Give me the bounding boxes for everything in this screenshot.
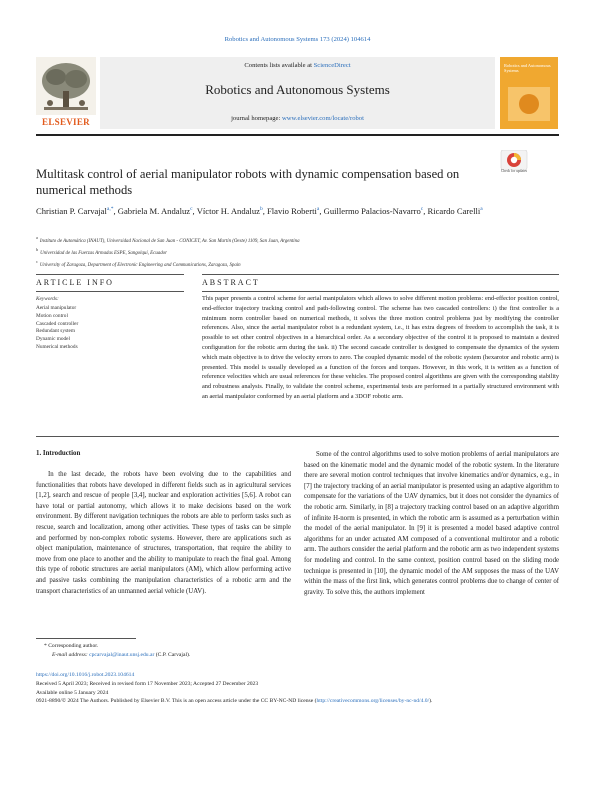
keyword-item: Redundant system bbox=[36, 328, 75, 335]
footnote-rule bbox=[36, 638, 136, 639]
keyword-item: Motion control bbox=[36, 312, 68, 319]
footnote bbox=[36, 642, 336, 660]
author-name[interactable]: Christian P. Carvajal bbox=[36, 205, 107, 216]
author-affiliation-marker[interactable]: a bbox=[480, 206, 483, 212]
article-title: Multitask control of aerial manipulator robots with dynamic compensation based on numerical methods bbox=[36, 167, 460, 197]
author-separator: , bbox=[319, 205, 324, 216]
article-info-heading: ARTICLE INFO bbox=[36, 278, 114, 287]
journal-reference[interactable]: Robotics and Autonomous Systems 173 (2024) 104614 bbox=[224, 36, 371, 43]
crossmark-label: Check for updates bbox=[500, 169, 528, 173]
affiliation-marker: c bbox=[36, 259, 38, 265]
keyword-item: Numerical methods bbox=[36, 343, 78, 350]
abstract-end-rule bbox=[36, 436, 559, 437]
affiliation-marker: a bbox=[36, 235, 38, 240]
affiliation-list bbox=[36, 234, 559, 270]
author-email-link[interactable]: cpcarvajal@inaut.unsj.edu.ar bbox=[89, 652, 155, 658]
sciencedirect-link[interactable]: ScienceDirect bbox=[313, 62, 351, 69]
author-list bbox=[36, 204, 536, 217]
crossmark-badge[interactable] bbox=[500, 150, 528, 182]
license-end: ). bbox=[429, 698, 433, 705]
header-rule bbox=[36, 134, 559, 136]
author-affiliation-marker[interactable]: a bbox=[316, 206, 320, 212]
keyword-list bbox=[36, 305, 184, 352]
keywords-heading: Keywords: bbox=[36, 296, 59, 302]
license-text: 0921-8890/© 2024 The Authors. Published by Elsevier B.V. This is an open access article under the CC BY-NC-ND license ( bbox=[36, 698, 317, 705]
intro-right-paragraph: Some of the control algorithms used to solve motion problems of aerial manipulators are based on the kinematic model and the dynamic model of the robotic system. In the literature there are several motion control techniques that involve kinematics and/or dynamics, e.g., in [7] the trajectory tracking of an aerial manipulator is presented using an adaptive algorithm to compensate for the variations of the UAV dynamics, but it does not consider the dynamics of the robotic arm. Similarly, in [8] a trajectory tracking control based on an adaptive algorithm of infinite H-norm is presented, in which the robotic arm is assumed as a perturbation within the model of the aerial manipulator. In [9] it is presented a model based adaptive control algorithms for an under actuated AM composed of a conventional multirotor and a robotic arm. The authors consider the aerial platform and the robotic arm as two independent systems for modeling and control. In the same context, position control based on the sliding mode technique is presented in [10], the dynamic model of the AM supposes the mass of the UAV within the mass of the first link, which generates control problems due to change of center of gravity. To solve this, the authors implement bbox=[304, 451, 559, 596]
article-info-rule-top bbox=[36, 274, 184, 275]
abstract-heading: ABSTRACT bbox=[202, 278, 260, 287]
abstract-rule-top bbox=[202, 274, 559, 275]
contents-prefix: Contents lists available at bbox=[244, 62, 314, 69]
author-separator: , bbox=[113, 205, 118, 216]
publisher-wordmark: ELSEVIER bbox=[42, 117, 90, 127]
author-affiliation-marker[interactable]: c bbox=[420, 206, 424, 212]
history-dates: Received 5 April 2023; Received in revised form 17 November 2023; Accepted 27 December 2023 bbox=[36, 680, 259, 687]
publication-info bbox=[36, 671, 559, 706]
author-name[interactable]: Víctor H. Andaluz bbox=[196, 205, 260, 216]
doi-link[interactable]: https://doi.org/10.1016/j.robot.2023.104614 bbox=[36, 672, 135, 678]
homepage-link[interactable]: www.elsevier.com/locate/robot bbox=[281, 115, 364, 122]
affiliation-item bbox=[36, 258, 559, 270]
cover-graphic bbox=[508, 87, 550, 121]
cover-title: Robotics and Autonomous Systems bbox=[504, 63, 551, 74]
footnote-star: * bbox=[44, 643, 47, 649]
author-name[interactable]: Gabriela M. Andaluz bbox=[117, 205, 191, 216]
keyword-item: Aerial manipulator bbox=[36, 305, 77, 311]
author-name[interactable]: Ricardo Carelli bbox=[427, 205, 481, 216]
abstract-text: This paper presents a control scheme for aerial manipulators which allows to solve different motion problems: end-effector position control, end-effector trajectory tracking control and path-following control. The scheme has two cascaded controllers: i) the first controller is a minimum norm controller based on numerical methods, it solves the three motion control problems just by modifying the controller references. Also, since the aerial manipulator robot is a redundant system, i.e., it has extra degrees of freedom to accomplish the task, it is possible to set other control objectives in a hierarchical order. As a secondary objective of the control it is proposed to maintain a desired configuration for the robotic arm during the task. ii) The second cascade controller is designed to compensate the dynamics of the system which main objective is to drive the velocity errors to zero. The coupled dynamic model of the robotic system (hexarotor and robotic arm) is presented. This model is usually developed as a function of the forces and torques. However, in this work, it is written as a function of reference velocities which are usual references for these vehicles. The proposed control algorithms are given with the corresponding stability and robustness analysis. Finally, to validate the control scheme, experimental tests are performed in a partially structured environment with an aerial manipulator conformed by an aerial platform and a 3DOF robotic arm. bbox=[202, 295, 559, 400]
journal-name: Robotics and Autonomous Systems bbox=[205, 82, 390, 97]
affiliation-item bbox=[36, 246, 559, 258]
keyword-item: Dynamic model bbox=[36, 336, 70, 343]
crossmark-icon bbox=[500, 150, 528, 170]
email-label: E-mail address: bbox=[52, 652, 88, 658]
intro-left-paragraph: In the last decade, the robots have been evolving due to the capabilities and functionalities that robots have developed in different fields such as in agricultural services [1,2], search and rescue of people [3,4], nuclear and exploration activities [5,6]. A robot can have total or partial autonomy, which allows it to make decisions based on the work environment. By different navigation techniques the robots are able to perform tasks such as rescue, search and localization, among other activities. These types of tasks can be simple and performed by non-complex robotic systems. However, there are applications such as object manipulation, maintenance of structures, transportation, that require the ability to move from one place to another and the ability to manipulate to reach the final goal. Among this type of robotic structures are aerial manipulators (AM), which allow performing active and passive tasks combining the manipulation characteristics of a robotic arm and the transport characteristics of an unmanned aerial vehicle (UAV). bbox=[36, 471, 291, 595]
intro-left-column bbox=[36, 470, 291, 597]
author-name[interactable]: Flavio Roberti bbox=[266, 205, 317, 216]
author-affiliation-marker[interactable]: a,* bbox=[106, 206, 114, 212]
author-affiliation-marker[interactable]: c bbox=[190, 206, 193, 212]
author-separator: , bbox=[192, 205, 197, 216]
homepage-prefix: journal homepage: bbox=[231, 115, 282, 122]
intro-right-column bbox=[304, 450, 559, 598]
license-statement bbox=[36, 697, 559, 706]
author-separator: , bbox=[262, 205, 267, 216]
section-heading-introduction: 1. Introduction bbox=[36, 450, 81, 457]
affiliation-item bbox=[36, 234, 559, 246]
email-suffix: (C.P. Carvajal). bbox=[155, 652, 191, 658]
author-name[interactable]: Guillermo Palacios-Navarro bbox=[323, 205, 421, 216]
keyword-item: Cascaded controller bbox=[36, 320, 79, 327]
journal-cover-thumbnail[interactable] bbox=[500, 57, 558, 129]
affiliation-text: Universidad de las Fuerzas Armadas ESPE, Sangolquí, Ecuador bbox=[40, 250, 168, 256]
affiliation-marker: b bbox=[36, 247, 39, 253]
author-separator: , bbox=[423, 205, 428, 216]
license-link[interactable]: http://creativecommons.org/licenses/by-nc-nd/4.0/ bbox=[316, 698, 430, 705]
author-affiliation-marker[interactable]: b bbox=[259, 206, 263, 212]
affiliation-text: University of Zaragoza, Department of Electronic Engineering and Communications, Zaragoza, Spain bbox=[39, 262, 241, 268]
corresponding-author-note: Corresponding author. bbox=[48, 643, 99, 649]
article-info-rule-bottom bbox=[36, 291, 184, 292]
abstract-rule-bottom bbox=[202, 291, 559, 292]
affiliation-text: Instituto de Automática (INAUT), Universidad Nacional de San Juan - CONICET, Av. San Martín (Oeste) 1109, San Juan, Argentina bbox=[39, 238, 300, 244]
available-online: Available online 5 January 2024 bbox=[36, 689, 109, 696]
